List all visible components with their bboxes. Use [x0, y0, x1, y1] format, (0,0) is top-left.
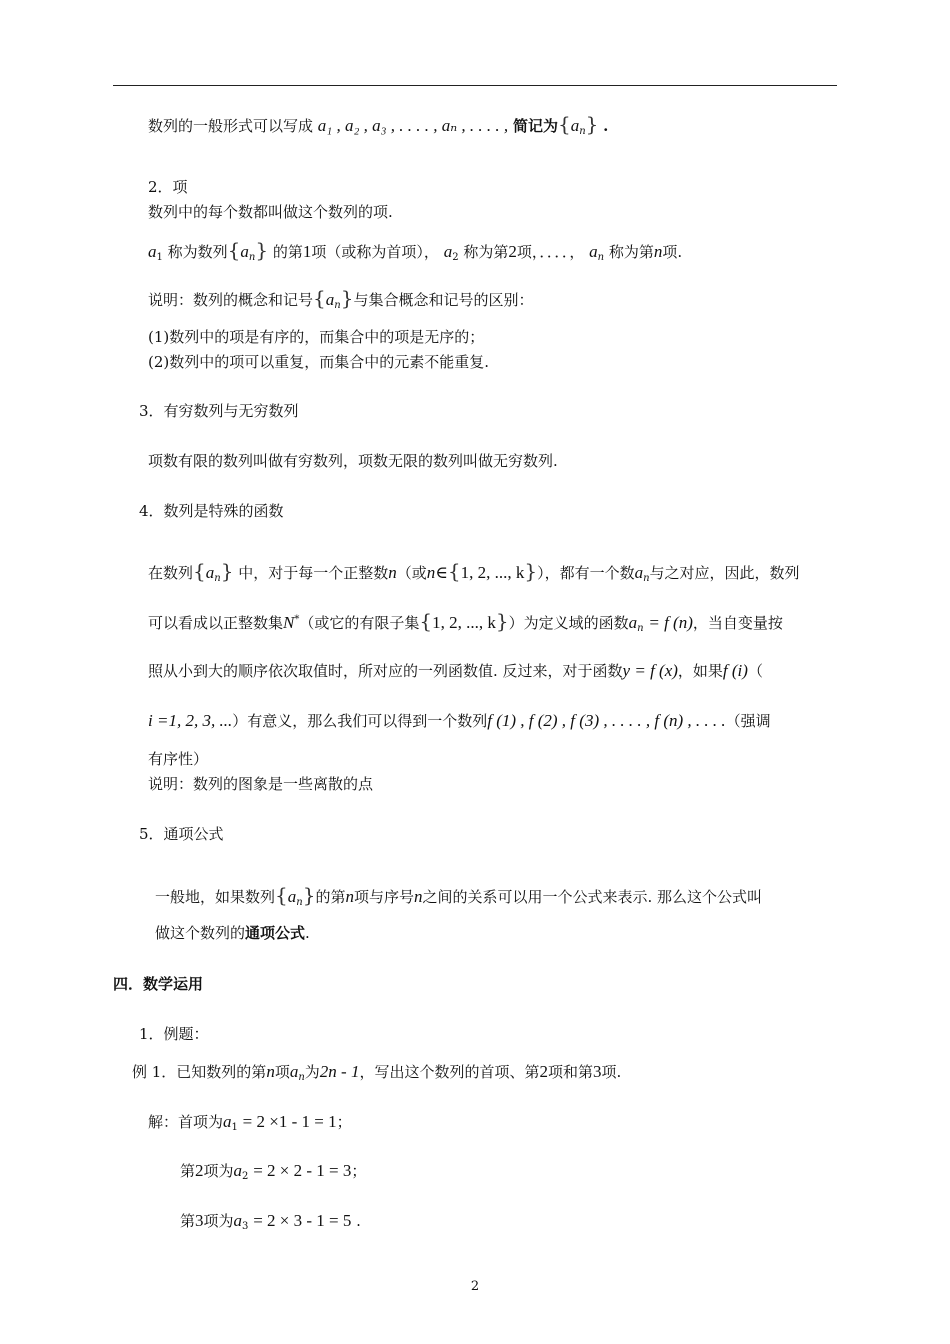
solution-line-2 [180, 1161, 366, 1181]
intro-bold: 简记为 [512, 117, 558, 135]
function-fn: = f (n) [648, 613, 693, 632]
math-a: a [570, 116, 580, 135]
function-fx: y = f (x) [622, 661, 678, 680]
text: 例 1．已知数列的第 [132, 1063, 267, 1081]
solution-line-1 [148, 1112, 352, 1132]
brace-left: { [275, 883, 288, 907]
superscript-star: * [294, 614, 300, 625]
brace-right: } [495, 609, 509, 633]
sub-3: 3 [242, 1221, 249, 1232]
text: （ [747, 662, 763, 680]
sub-n: n [597, 252, 605, 263]
period: . [356, 1212, 361, 1230]
text: （或 [396, 564, 427, 582]
element-of-symbol: ∈ [435, 563, 448, 582]
text: 的第 [272, 243, 303, 261]
text: 项（或称为首项）， [311, 243, 439, 261]
text: 解：首项为 [148, 1113, 224, 1131]
text: 第 [180, 1212, 196, 1230]
equation: = 2 × 3 - 1 = 5 [253, 1211, 352, 1230]
sequence-terms: a₁ , a₂ , a₃ , . . . . , aₙ , . . . . , [317, 116, 509, 135]
math-a: a [233, 1161, 243, 1180]
number: 3 [593, 1062, 602, 1081]
brace-left: { [447, 559, 461, 583]
section-2-note [148, 288, 533, 310]
number: 1 [302, 242, 312, 261]
section-4-line-5: 有序性） [148, 750, 209, 768]
section-5-heading: 5．通项公式 [139, 825, 224, 843]
section-3-text: 项数有限的数列叫做有穷数列，项数无限的数列叫做无穷数列. [148, 452, 558, 470]
brace-right: } [220, 559, 234, 583]
sub-n: n [298, 1072, 305, 1083]
solution-line-3 [180, 1211, 361, 1231]
number: 2 [508, 242, 517, 261]
section-4-line-3 [148, 661, 763, 681]
section-2-definition: 数列中的每个数都叫做这个数列的项. [148, 203, 393, 221]
brace-right: } [585, 112, 599, 136]
example-1 [132, 1062, 621, 1082]
text: 一般地，如果数列 [155, 888, 276, 906]
section-2-terms-line [148, 240, 682, 262]
sub-n: n [248, 252, 256, 263]
math-n: n [345, 887, 354, 906]
brace-left: { [557, 112, 571, 136]
page-number: 2 [470, 1279, 480, 1294]
intro-period: . [603, 117, 609, 135]
number: 3 [195, 1211, 204, 1230]
math-a: a [289, 1062, 299, 1081]
math-a: a [205, 563, 215, 582]
header-rule [113, 85, 837, 86]
text: 项和第 [547, 1063, 593, 1081]
text: 之间的关系可以用一个公式来表示. 那么这个公式叫 [422, 888, 763, 906]
part-4-heading [113, 974, 203, 994]
math-a: a [634, 563, 644, 582]
math-N: N [283, 613, 295, 632]
section-2-heading: 2．项 [148, 178, 188, 196]
section-2-point-1: (1)数列中的项是有序的，而集合中的项是无序的； [148, 328, 485, 346]
sub-n: n [637, 623, 644, 634]
text: ，如果 [677, 662, 723, 680]
section-4-heading: 4．数列是特殊的函数 [139, 502, 284, 520]
number: 2 [195, 1161, 204, 1180]
text: （强调 [725, 712, 771, 730]
text: ）为定义域的函数 [508, 614, 629, 632]
math-a: a [233, 1211, 243, 1230]
math-a: a [628, 613, 638, 632]
text: 项 [274, 1063, 290, 1081]
set-elements: 1, 2, ..., k [460, 563, 525, 582]
sub-n: n [334, 300, 341, 311]
text: 称为第 [608, 243, 654, 261]
section-4-line-2 [148, 611, 783, 633]
brace-right: } [340, 286, 354, 310]
text: 称为数列 [167, 243, 228, 261]
text: 的第 [315, 888, 346, 906]
section-4-line-4 [148, 711, 771, 731]
sub-n: n [296, 897, 303, 908]
sub-2: 2 [242, 1171, 249, 1182]
math-a: a [223, 1112, 232, 1131]
text: ），都有一个数 [537, 564, 635, 582]
text: . [305, 924, 310, 942]
math-a: a [443, 242, 453, 261]
number: 2 [539, 1062, 548, 1081]
text: 项与序号 [353, 888, 414, 906]
sub-2: 2 [452, 252, 459, 263]
equation: = 2 ×1 - 1 = 1 [242, 1112, 337, 1131]
brace-left: { [227, 238, 241, 262]
text: 项为 [203, 1162, 234, 1180]
semicolon: ； [351, 1162, 367, 1180]
brace-left: { [313, 286, 326, 310]
text: 项. [601, 1063, 622, 1081]
math-a: a [240, 242, 249, 261]
text: 做这个数列的 [155, 924, 246, 942]
section-3-heading: 3．有穷数列与无穷数列 [139, 402, 299, 420]
text: 与集合概念和记号的区别： [353, 291, 534, 309]
sub-1: 1 [231, 1122, 238, 1133]
math-n: n [413, 887, 423, 906]
text: 项，．．．．， [516, 243, 585, 261]
general-term-expr: 2n - 1 [319, 1062, 360, 1081]
math-a: a [287, 887, 297, 906]
text: 照从小到大的顺序依次取值时，所对应的一列函数值. 反过来，对于函数 [148, 662, 623, 680]
bold-term: 通项公式 [245, 924, 306, 942]
function-sequence: f (1) , f (2) , f (3) , . . . . , f (n) , . . . . [487, 711, 726, 730]
function-fi: f (i) [722, 661, 748, 680]
text: 在数列 [148, 564, 194, 582]
heading-text: 四．数学运用 [113, 975, 204, 993]
text: （或它的有限子集 [299, 614, 420, 632]
index-values: i =1, 2, 3, ... [148, 711, 233, 730]
text: 项为 [203, 1212, 234, 1230]
text: ）有意义，那么我们可以得到一个数列 [232, 712, 488, 730]
math-n: n [388, 563, 397, 582]
brace-right: } [524, 559, 538, 583]
text: 项. [662, 243, 683, 261]
text: ，当自变量按 [692, 614, 783, 632]
math-n: n [426, 563, 436, 582]
section-4-note: 说明：数列的图象是一些离散的点 [148, 775, 374, 793]
text: 与之对应，因此，数列 [649, 564, 800, 582]
math-a: a [589, 242, 598, 261]
sub-n: n [214, 573, 221, 584]
examples-subheading: 1．例题： [139, 1025, 209, 1043]
text: 说明：数列的概念和记号 [148, 291, 314, 309]
brace-right: } [302, 883, 316, 907]
section-5-line-2 [155, 923, 310, 943]
brace-right: } [255, 238, 269, 262]
set-elements: 1, 2, ..., k [432, 613, 496, 632]
text: 为 [304, 1063, 320, 1081]
math-n: n [266, 1062, 275, 1081]
sub-n: n [643, 573, 650, 584]
intro-line [148, 114, 608, 136]
section-4-line-1 [148, 561, 800, 583]
text: 中，对于每一个正整数 [238, 564, 389, 582]
section-5-line-1 [155, 885, 762, 907]
text: 可以看成以正整数集 [148, 614, 284, 632]
section-2-point-2: (2)数列中的项可以重复，而集合中的元素不能重复. [148, 353, 490, 371]
math-a: a [325, 290, 335, 309]
brace-left: { [193, 559, 206, 583]
math-a: a [148, 242, 157, 261]
semicolon: ； [336, 1113, 352, 1131]
sub-n: n [579, 126, 586, 137]
brace-left: { [419, 609, 433, 633]
math-n: n [653, 242, 663, 261]
text: 第 [180, 1162, 196, 1180]
text: 称为第 [463, 243, 509, 261]
sub-1: 1 [156, 252, 163, 263]
intro-text: 数列的一般形式可以写成 [148, 117, 314, 135]
text: ，写出这个数列的首项、第 [359, 1063, 540, 1081]
equation: = 2 × 2 - 1 = 3 [253, 1161, 352, 1180]
